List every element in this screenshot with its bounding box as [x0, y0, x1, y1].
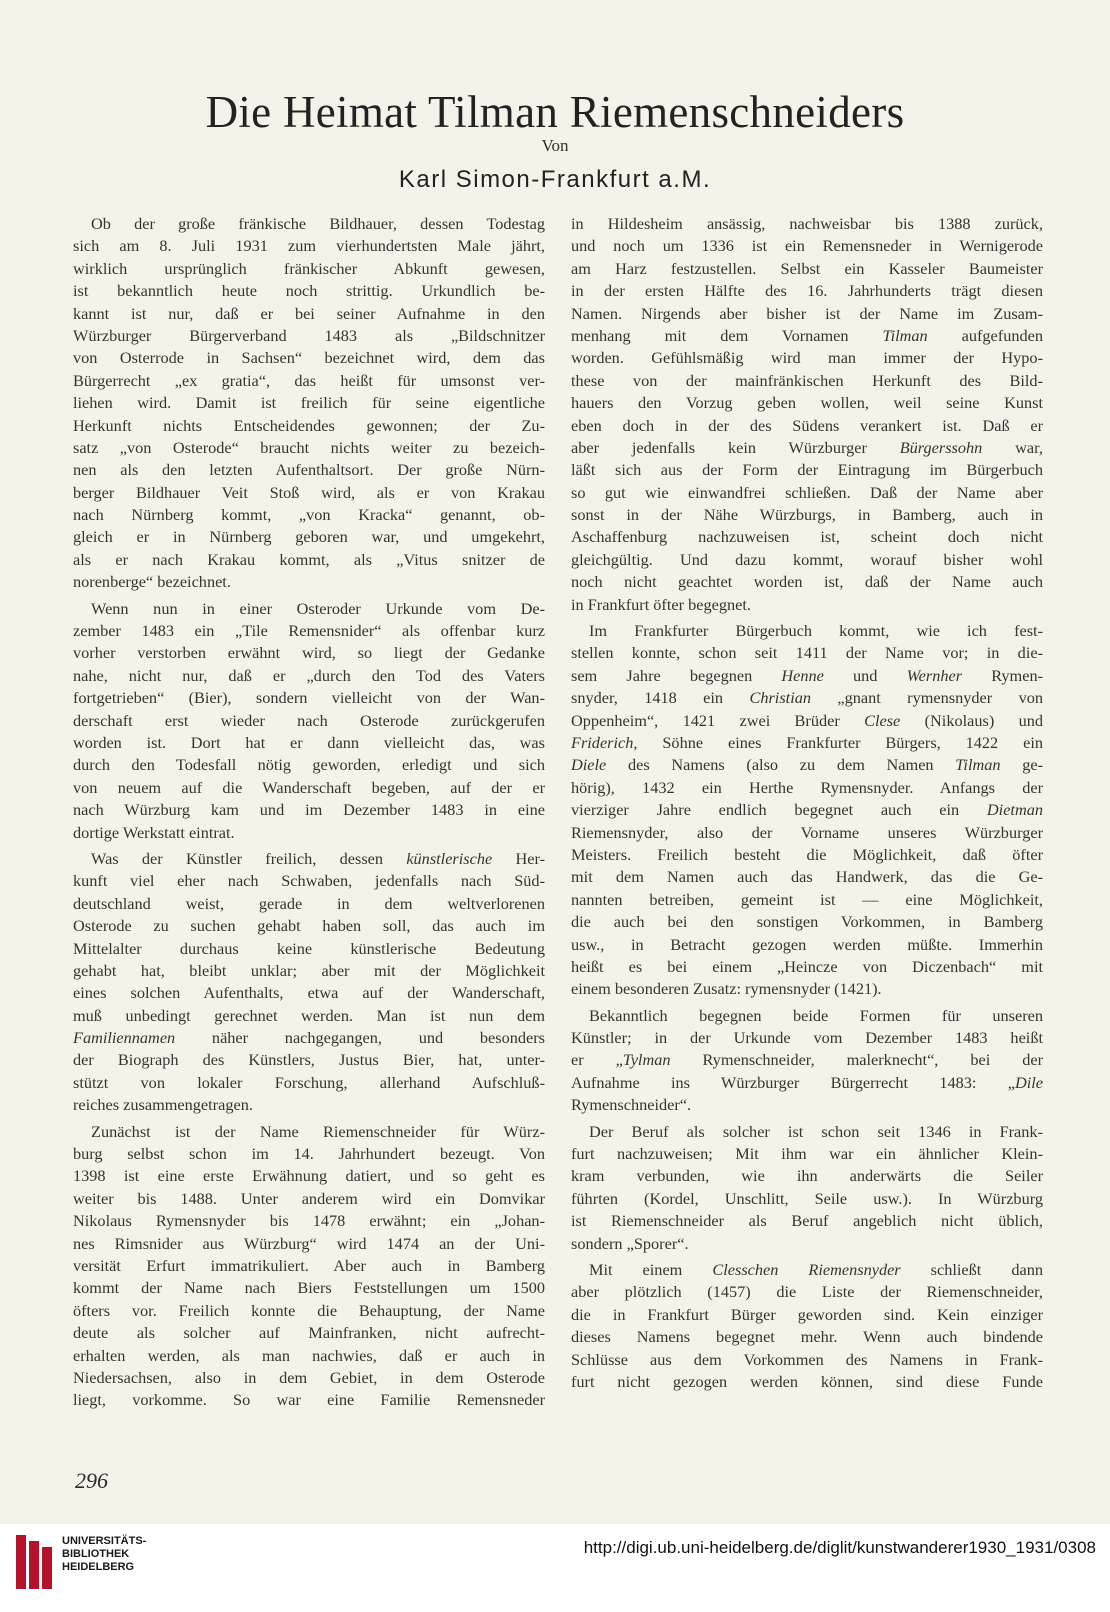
- text-line: liehen wird. Damit ist freilich für seine eigentliche: [73, 393, 545, 413]
- text-line: so gut wie einwandfrei schließen. Daß der Name aber: [571, 482, 1043, 502]
- text-line: öfters vor. Freilich konnte die Behauptung, der Name: [73, 1300, 545, 1320]
- text-line: muß unbedingt gerechnet werden. Man ist nun dem: [73, 1005, 545, 1025]
- text-line: furt nicht gezogen werden können, sind diese Funde: [571, 1371, 1043, 1391]
- text-line: einem besonderen Zusatz: rymensnyder (1421).: [571, 979, 882, 999]
- text-line: Würzburger Bürgerverband 1483 als „Bildschnitzer: [73, 325, 545, 345]
- text-line: vierziger Jahre endlich begegnet auch ein Dietman: [571, 800, 1043, 820]
- text-line: worden. Gefühlsmäßig wird man immer der Hypo-: [571, 348, 1043, 368]
- text-line: als er nach Krakau kommt, als „Vitus snitzer de: [73, 549, 545, 569]
- text-line: Der Beruf als solcher ist schon seit 1346 in Frank-: [589, 1121, 1043, 1141]
- text-line: in der ersten Hälfte des 16. Jahrhunderts trägt diesen: [571, 281, 1043, 301]
- text-line: ist Riemenschneider als Beruf angeblich nicht üblich,: [571, 1211, 1043, 1231]
- byline-prefix: Von: [541, 136, 569, 155]
- text-line: Was der Künstler freilich, dessen künstlerische Her-: [91, 848, 545, 868]
- text-line: nes Rimsnider aus Würzburg“ wird 1474 an der Uni-: [73, 1233, 545, 1253]
- text-line: Bekanntlich begegnen beide Formen für unseren: [589, 1005, 1043, 1025]
- text-line: Osterode zu suchen gehabt haben soll, das auch im: [73, 916, 545, 936]
- text-line: hauers den Vorzug geben wollen, weil seine Kunst: [571, 393, 1043, 413]
- text-line: burg selbst schon im 14. Jahrhundert bezeugt. Von: [73, 1144, 545, 1164]
- text-line: Rymenschneider“.: [571, 1095, 692, 1115]
- university-logo-icon: [14, 1531, 54, 1595]
- text-line: Niedersachsen, also in dem Gebiet, in dem Osterode: [73, 1367, 545, 1387]
- text-line: Diele des Namens (also zu dem Namen Tilman ge-: [571, 755, 1043, 775]
- text-line: durch den Todesfall nötig geworden, erledigt und sich: [73, 755, 545, 775]
- text-line: am Harz festzustellen. Selbst ein Kasseler Baumeister: [571, 258, 1043, 278]
- text-line: mit dem Namen auch das Handwerk, das die Ge-: [571, 867, 1043, 887]
- text-line: Riemensnyder, also der Vorname unseres Würzburger: [571, 822, 1043, 842]
- text-line: Künstler; in der Urkunde vom Dezember 1483 heißt: [571, 1028, 1043, 1048]
- text-line: Schlüsse aus dem Vorkommen des Namens in Frank-: [571, 1349, 1043, 1369]
- text-line: gleich er in Nürnberg geboren war, und umgekehrt,: [73, 527, 545, 547]
- text-line: gehabt hat, bleibt unklar; aber mit der Möglichkeit: [73, 960, 545, 980]
- text-line: führten (Kordel, Unschlitt, Seile usw.). In Würzburg: [571, 1188, 1043, 1208]
- text-line: in Hildesheim ansässig, nachweisbar bis 1388 zurück,: [571, 214, 1043, 233]
- text-line: von neuem auf die Wanderschaft begeben, auf der er: [73, 777, 545, 797]
- text-line: aber jedenfalls kein Würzburger Bürgerssohn war,: [571, 437, 1043, 457]
- text-line: Im Frankfurter Bürgerbuch kommt, wie ich fest-: [589, 621, 1043, 641]
- text-line: satz „von Osterode“ braucht nichts weiter zu bezeich-: [73, 437, 545, 457]
- text-line: deutschland weist, gerade in dem weltverlorenen: [73, 893, 545, 913]
- source-url-link[interactable]: http://digi.ub.uni-heidelberg.de/diglit/kunstwanderer1930_1931/0308: [583, 1538, 1096, 1557]
- text-line: Mittelalter durchaus keine künstlerische Bedeutung: [73, 938, 545, 958]
- text-line: Nikolaus Rymensnyder bis 1478 erwähnt; ein „Johan-: [73, 1211, 545, 1231]
- text-line: fortgetrieben“ (Bier), sondern vielleicht von der Wan-: [73, 688, 545, 708]
- text-line: sonst in der Nähe Würzburgs, in Bamberg, auch in: [571, 505, 1043, 525]
- text-line: dieses Namens begegnet mehr. Wenn auch bindende: [571, 1327, 1043, 1347]
- text-line: Familiennamen näher nachgegangen, und besonders: [73, 1028, 545, 1048]
- text-line: hörig), 1432 ein Herthe Rymensnyder. Anfangs der: [571, 777, 1043, 797]
- right-text-column: [571, 213, 1043, 1393]
- text-line: Namen. Nirgends aber bisher ist der Name im Zusam-: [571, 303, 1043, 323]
- text-line: menhang mit dem Vornamen Tilman aufgefunden: [571, 325, 1043, 345]
- text-line: kannt ist nur, daß er bei seiner Aufnahme in den: [73, 303, 545, 323]
- text-line: zember 1483 ein „Tile Remensnider“ als offenbar kurz: [73, 621, 545, 641]
- text-line: ist bekanntlich heute noch strittig. Urkundlich be-: [73, 281, 545, 301]
- text-line: nannten betreiben, gemeint ist — eine Möglichkeit,: [571, 889, 1043, 909]
- text-line: und noch um 1336 ist ein Remensneder in Wernigerode: [571, 236, 1043, 256]
- text-line: die auch bei den sonstigen Vorkommen, in Bamberg: [571, 912, 1043, 932]
- text-line: sondern „Sporer“.: [571, 1233, 689, 1253]
- text-line: Zunächst ist der Name Riemenschneider für Würz-: [91, 1121, 545, 1141]
- text-line: Wenn nun in einer Osteroder Urkunde vom De-: [91, 598, 545, 618]
- text-line: eines solchen Aufenthalts, etwa auf der Wanderschaft,: [73, 983, 545, 1003]
- text-line: sich am 8. Juli 1931 zum vierhundertsten Male jährt,: [73, 236, 545, 256]
- text-line: in Frankfurt öfter begegnet.: [571, 594, 751, 614]
- text-line: furt nachzuweisen; Mit ihm war ein ähnlicher Klein-: [571, 1144, 1043, 1164]
- text-line: derschaft erst wieder nach Osterode zurückgerufen: [73, 710, 545, 730]
- text-line: gleichgültig. Und dazu kommt, worauf bisher wohl: [571, 549, 1043, 569]
- text-line: 1398 ist eine erste Erwähnung datiert, und so geht es: [73, 1166, 545, 1186]
- text-line: kunft viel eher nach Schwaben, jedenfalls nach Süd-: [73, 871, 545, 891]
- article-author: Karl Simon-Frankfurt a.M.: [398, 166, 712, 193]
- library-name-line2: BIBLIOTHEK: [62, 1548, 130, 1560]
- text-line: sem Jahre begegnen Henne und Wernher Rymen-: [571, 665, 1043, 685]
- text-line: erhalten werden, als man nachwies, daß er auch in: [73, 1345, 545, 1365]
- text-line: kommt der Name nach Biers Feststellungen um 1500: [73, 1278, 545, 1298]
- text-line: noch nicht geachtet worden ist, daß der Name auch: [571, 572, 1043, 592]
- logo-stripe-mid-icon: [29, 1541, 39, 1589]
- library-name: [62, 1535, 146, 1574]
- logo-stripe-right-icon: [42, 1547, 52, 1589]
- text-line: worden ist. Dort hat er dann vielleicht das, was: [73, 732, 545, 752]
- text-line: stellen konnte, schon seit 1411 der Name vor; in die-: [571, 643, 1043, 663]
- left-text-column: [73, 213, 545, 1412]
- text-line: die in Frankfurt Bürger geworden sind. Kein einziger: [571, 1304, 1043, 1324]
- article-title: Die Heimat Tilman Riemenschneiders: [205, 87, 905, 137]
- text-line: stützt von lokaler Forschung, allerhand Aufschluß-: [73, 1072, 545, 1092]
- text-line: Friderich, Söhne eines Frankfurter Bürgers, 1422 ein: [571, 732, 1043, 752]
- text-line: snyder, 1418 ein Christian „gnant rymensnyder von: [571, 688, 1043, 708]
- library-name-line1: UNIVERSITÄTS-: [62, 1535, 147, 1547]
- text-line: Herkunft nichts Entscheidendes gewonnen; der Zu-: [73, 415, 545, 435]
- text-line: Aufnahme ins Würzburger Bürgerrecht 1483: „Dile: [571, 1072, 1043, 1092]
- text-line: eben doch in der des Südens verankert ist. Daß er: [571, 415, 1043, 435]
- text-line: berger Bildhauer Veit Stoß wird, als er von Krakau: [73, 482, 545, 502]
- text-line: vorher verstorben erwähnt wird, so liegt der Gedanke: [73, 643, 545, 663]
- text-line: versität Erfurt immatrikuliert. Aber auch in Bamberg: [73, 1255, 545, 1275]
- text-line: Meisters. Freilich besteht die Möglichkeit, daß öfter: [571, 844, 1043, 864]
- text-line: nach Würzburg kam und im Dezember 1483 in eine: [73, 800, 545, 820]
- text-line: reiches zusammengetragen.: [73, 1095, 253, 1115]
- logo-stripe-left-icon: [16, 1535, 26, 1589]
- text-line: nahe, nicht nur, daß er „durch den Tod des Vaters: [73, 665, 545, 685]
- text-line: Ob der große fränkische Bildhauer, dessen Todestag: [91, 214, 545, 233]
- text-line: these von der mainfränkischen Herkunft des Bild-: [571, 370, 1043, 390]
- text-line: heißt es bei einem „Heincze von Diczenbach“ mit: [571, 956, 1043, 976]
- text-line: kram verbunden, wie ihn anderwärts die Seiler: [571, 1166, 1043, 1186]
- page-number: 296: [75, 1468, 108, 1493]
- text-line: Oppenheim“, 1421 zwei Brüder Clese (Nikolaus) und: [571, 710, 1043, 730]
- text-line: nen als den letzten Aufenthaltsort. Der große Nürn-: [73, 460, 545, 480]
- text-line: der Biograph des Künstlers, Justus Bier, hat, unter-: [73, 1050, 545, 1070]
- text-line: von Osterrode in Sachsen“ bezeichnet wird, dem das: [73, 348, 545, 368]
- text-line: er „Tylman Rymenschneider, malerknecht“, bei der: [571, 1050, 1043, 1070]
- text-line: wirklich ursprünglich fränkischer Abkunft gewesen,: [73, 258, 545, 278]
- text-line: dortige Werkstatt eintrat.: [73, 822, 235, 842]
- text-line: liegt, vorkomme. So war eine Familie Remensneder: [73, 1390, 545, 1410]
- text-line: nach Nürnberg kommt, „von Kracka“ genannt, ob-: [73, 505, 545, 525]
- text-line: läßt sich aus der Form der Eintragung im Bürgerbuch: [571, 460, 1043, 480]
- text-line: weiter bis 1488. Unter anderem wird ein Domvikar: [73, 1188, 545, 1208]
- text-line: aber plötzlich (1457) die Liste der Riemenschneider,: [571, 1282, 1043, 1302]
- library-name-line3: HEIDELBERG: [62, 1561, 135, 1573]
- text-line: deute als solcher auf Mainfranken, nicht aufrecht-: [73, 1323, 545, 1343]
- text-line: norenberge“ bezeichnet.: [73, 572, 231, 592]
- text-line: Bürgerrecht „ex gratia“, das heißt für umsonst ver-: [73, 370, 545, 390]
- text-line: Mit einem Clesschen Riemensnyder schließt dann: [589, 1259, 1043, 1279]
- text-line: usw., in Betracht gezogen werden müßte. Immerhin: [571, 934, 1043, 954]
- text-line: Aschaffenburg nachzuweisen ist, scheint doch nicht: [571, 527, 1043, 547]
